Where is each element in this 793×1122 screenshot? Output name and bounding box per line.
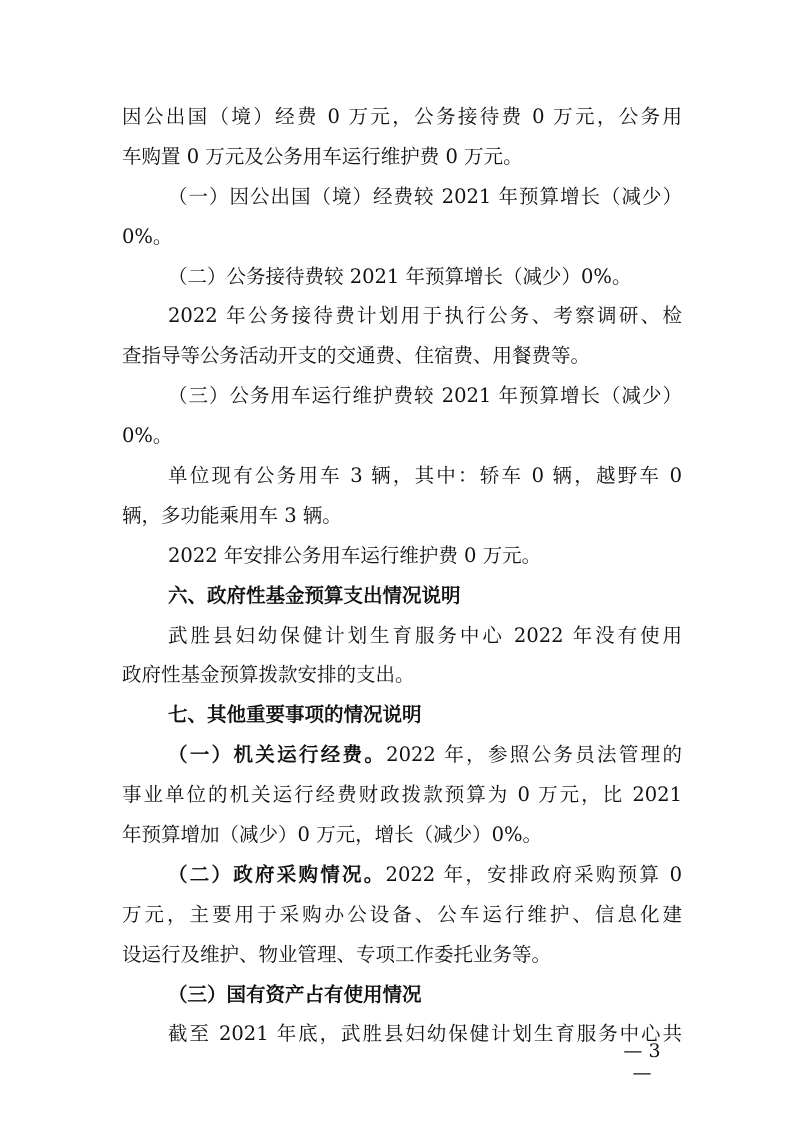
- text-line: （三）公务用车运行维护费较 2021 年预算增长（减少）: [168, 384, 682, 408]
- text-line: 0%。: [122, 424, 173, 448]
- text-run: 2022 年，参照公务员法管理的: [386, 743, 682, 767]
- text-line: 政府性基金预算拨款安排的支出。: [122, 663, 415, 687]
- text-line: 武胜县妇幼保健计划生育服务中心 2022 年没有使用: [168, 623, 682, 647]
- subheading: （三）国有资产占有使用情况: [168, 982, 422, 1006]
- text-line: （一）因公出国（境）经费较 2021 年预算增长（减少）: [168, 184, 682, 208]
- subheading-run: （二）政府采购情况。: [168, 862, 386, 886]
- page-number: — 3 —: [623, 1040, 661, 1084]
- text-line: 单位现有公务用车 3 辆，其中：轿车 0 辆，越野车 0: [168, 464, 682, 488]
- text-line: 0%。: [122, 224, 173, 248]
- text-run: 2022 年，安排政府采购预算 0: [385, 862, 682, 886]
- text-line: （二）公务接待费较 2021 年预算增长（减少）0%。: [168, 264, 632, 288]
- section-heading: 六、政府性基金预算支出情况说明: [168, 583, 461, 607]
- text-line: 事业单位的机关运行经费财政拨款预算为 0 万元，比 2021: [122, 783, 682, 807]
- text-line: 截至 2021 年底，武胜县妇幼保健计划生育服务中心共: [168, 1022, 682, 1046]
- text-line: 车购置 0 万元及公务用车运行维护费 0 万元。: [122, 144, 523, 168]
- text-line: 因公出国（境）经费 0 万元，公务接待费 0 万元，公务用: [122, 105, 682, 128]
- subheading-run: （一）机关运行经费。: [168, 743, 387, 767]
- text-line: 万元，主要用于采购办公设备、公车运行维护、信息化建: [122, 902, 682, 926]
- text-line: 设运行及维护、物业管理、专项工作委托业务等。: [122, 942, 552, 966]
- text-line: 辆，多功能乘用车 3 辆。: [122, 503, 342, 527]
- text-line: 2022 年安排公务用车运行维护费 0 万元。: [168, 543, 542, 567]
- text-line: 查指导等公务活动开支的交通费、住宿费、用餐费等。: [122, 344, 591, 368]
- section-heading: 七、其他重要事项的情况说明: [168, 703, 422, 727]
- document-body: [122, 97, 682, 1054]
- text-line: [122, 735, 682, 775]
- text-line: 2022 年公务接待费计划用于执行公务、考察调研、检: [168, 304, 682, 328]
- text-line: 年预算增加（减少）0 万元，增长（减少）0%。: [122, 823, 543, 847]
- text-line: [122, 855, 682, 895]
